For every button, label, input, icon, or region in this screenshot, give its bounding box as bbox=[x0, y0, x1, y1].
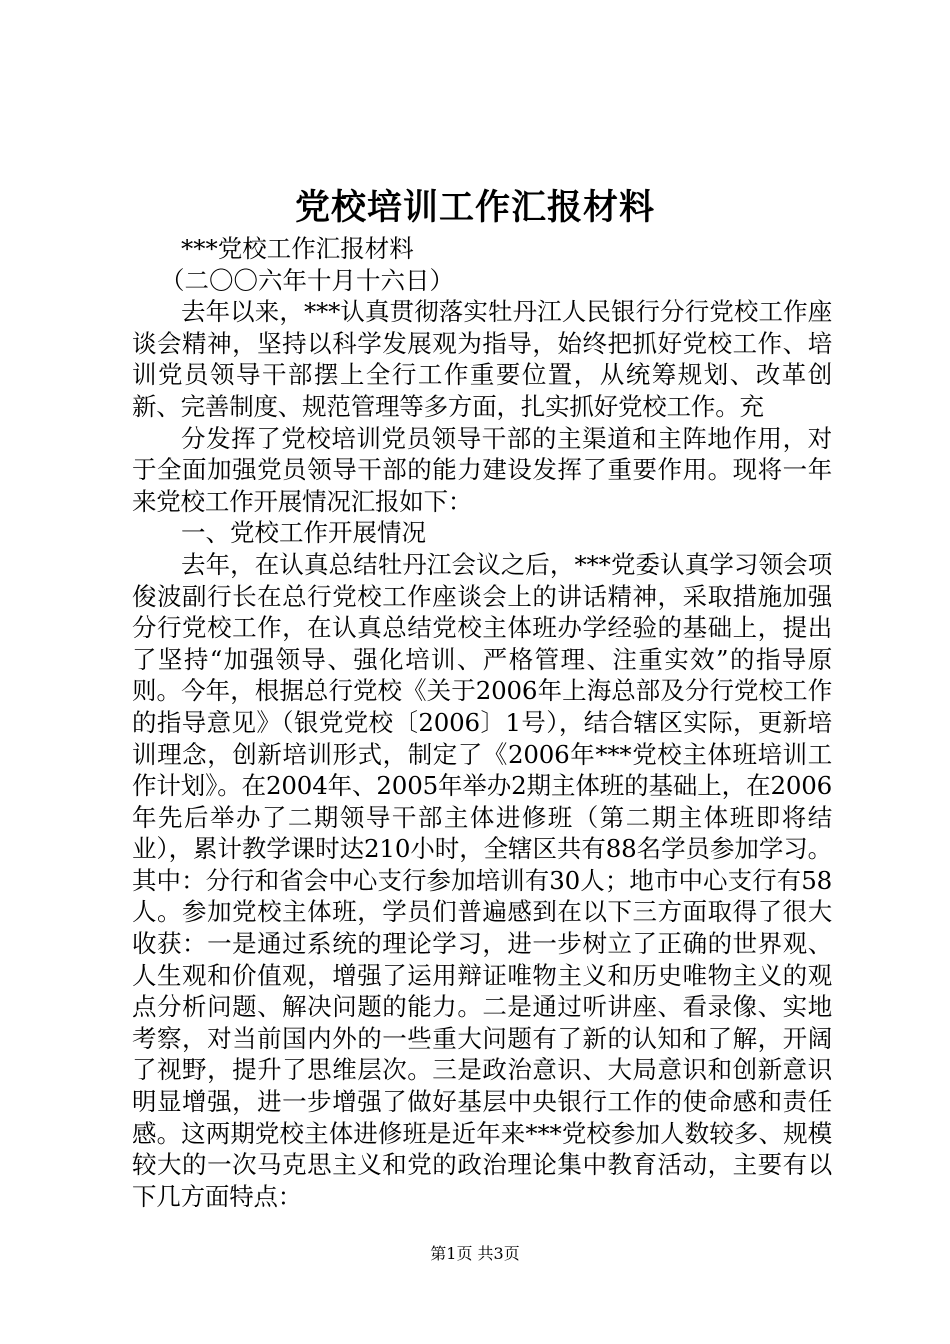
body-paragraph: 去年，在认真总结牡丹江会议之后，***党委认真学习领会项俊波副行长在总行党校工作座谈会上的讲话精神，采取措施加强分行党校工作，在认真总结党校主体班办学经验的基础上，提出了坚持“加强领导、强化培训、严格管理、注重实效”的指导原则。今年，根据总行党校《关于2006年上海总部及分行党校工作的指导意见》（银党党校〔2006〕1号），结合辖区实际，更新培训理念，创新培训形式，制定了《2006年***党校主体班培训工作计划》。在2004年、2005年举办2期主体班的基础上，在2006年先后举办了二期领导干部主体进修班（第二期主体班即将结业），累计教学课时达210小时，全辖区共有88名学员参加学习。其中：分行和省会中心支行参加培训有30人；地市中心支行有58人。参加党校主体班，学员们普遍感到在以下三方面取得了很大收获：一是通过系统的理论学习，进一步树立了正确的世界观、人生观和价值观，增强了运用辩证唯物主义和历史唯物主义的观点分析问题、解决问题的能力。二是通过听讲座、看录像、实地考察，对当前国内外的一些重大问题有了新的认知和了解，开阔了视野，提升了思维层次。三是政治意识、大局意识和创新意识明显增强，进一步增强了做好基层中央银行工作的使命感和责任感。这两期党校主体进修班是近年来***党校参加人数较多、规模较大的一次马克思主义和党的政治理论集中教育活动，主要有以下几方面特点： bbox=[132, 549, 832, 1211]
section-heading: 一、党校工作开展情况 bbox=[181, 518, 426, 548]
body-paragraph: 去年以来，***认真贯彻落实牡丹江人民银行分行党校工作座谈会精神，坚持以科学发展观为指导，始终把抓好党校工作、培训党员领导干部摆上全行工作重要位置，从统筹规划、改革创新、完善制度、规范管理等多方面，扎实抓好党校工作。充 bbox=[132, 297, 832, 421]
body-paragraph: 分发挥了党校培训党员领导干部的主渠道和主阵地作用，对于全面加强党员领导干部的能力建设发挥了重要作用。现将一年来党校工作开展情况汇报如下： bbox=[132, 423, 832, 516]
page-footer: 第1页 共3页 bbox=[430, 1244, 520, 1263]
subtitle-paragraph: ***党校工作汇报材料 bbox=[181, 234, 414, 263]
document-title: 党校培训工作汇报材料 bbox=[294, 187, 655, 228]
date-paragraph: （二〇〇六年十月十六日） bbox=[160, 265, 454, 295]
document-body bbox=[132, 233, 832, 1212]
